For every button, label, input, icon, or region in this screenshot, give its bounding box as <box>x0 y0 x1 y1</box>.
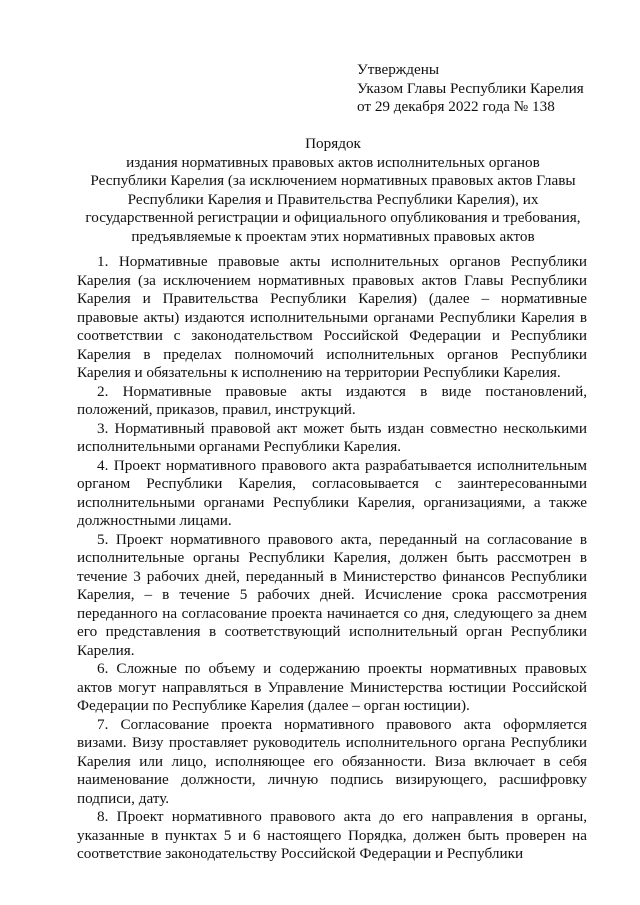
approval-block <box>357 61 584 117</box>
document-title <box>78 135 588 246</box>
title-line: предъявляемые к проектам этих нормативных правовых актов <box>131 227 535 245</box>
document-body <box>77 253 587 864</box>
title-heading: Порядок <box>305 135 361 152</box>
paragraph: 8. Проект нормативного правового акта до его направления в органы, указанные в пунктах 5 и 6 настоящего Порядка, должен быть проверен на соответствие законодательству Российской Федерации и Республики <box>77 808 587 862</box>
title-line: государственной регистрации и официального опубликования и требования, <box>85 209 581 226</box>
approval-line: Утверждены <box>357 61 440 78</box>
title-line: издания нормативных правовых актов исполнительных органов <box>126 153 540 171</box>
paragraph: 5. Проект нормативного правового акта, переданный на согласование в исполнительные органы Республики Карелия, должен быть рассмотрен в течение 3 рабочих дней, переданный в Министерство финансов Республики Карелия, – в течение 5 рабочих дней. Исчисление срока рассмотрения переданного на согласование проекта начинается со дня, следующего за днем его представления в соответствующий исполнительный орган Республики Карелия. <box>77 530 587 659</box>
title-line: Республики Карелия и Правительства Республики Карелия), их <box>127 190 539 208</box>
paragraph: 7. Согласование проекта нормативного правового акта оформляется визами. Визу проставляет руководитель исполнительного органа Республики Карелия или лицо, исполняющее его обязанности. Виза включает в себя наименование должности, личную подпись визирующего, расшифровку подписи, дату. <box>77 715 587 807</box>
approval-line: Указом Главы Республики Карелия <box>357 79 584 97</box>
paragraph: 6. Сложные по объему и содержанию проекты нормативных правовых актов могут направляться в Управление Министерства юстиции Российской Федерации по Республике Карелия (далее – орган юстиции). <box>77 660 587 714</box>
title-line: Республики Карелия (за исключением нормативных правовых актов Главы <box>90 172 576 189</box>
paragraph: 2. Нормативные правовые акты издаются в виде постановлений, положений, приказов, правил, инструкций. <box>77 382 587 418</box>
paragraph: 4. Проект нормативного правового акта разрабатывается исполнительным органом Республики Карелия, согласовывается с заинтересованными исполнительными органами Республики Карелия, организациями, а также должностными лицами. <box>77 456 587 529</box>
paragraph: 1. Нормативные правовые акты исполнительных органов Республики Карелия (за исключением нормативных правовых актов Главы Республики Карелия и Правительства Республики Карелия) (далее – нормативные правовые акты) издаются исполнительными органами Республики Карелия в соответствии с законодательством Российской Федерации и Республики Карелия в пределах полномочий исполнительных органов Республики Карелия и обязательны к исполнению на территории Республики Карелия. <box>77 253 587 381</box>
paragraph: 3. Нормативный правовой акт может быть издан совместно несколькими исполнительными органами Республики Карелия. <box>77 419 587 455</box>
approval-line: от 29 декабря 2022 года № 138 <box>357 98 555 115</box>
